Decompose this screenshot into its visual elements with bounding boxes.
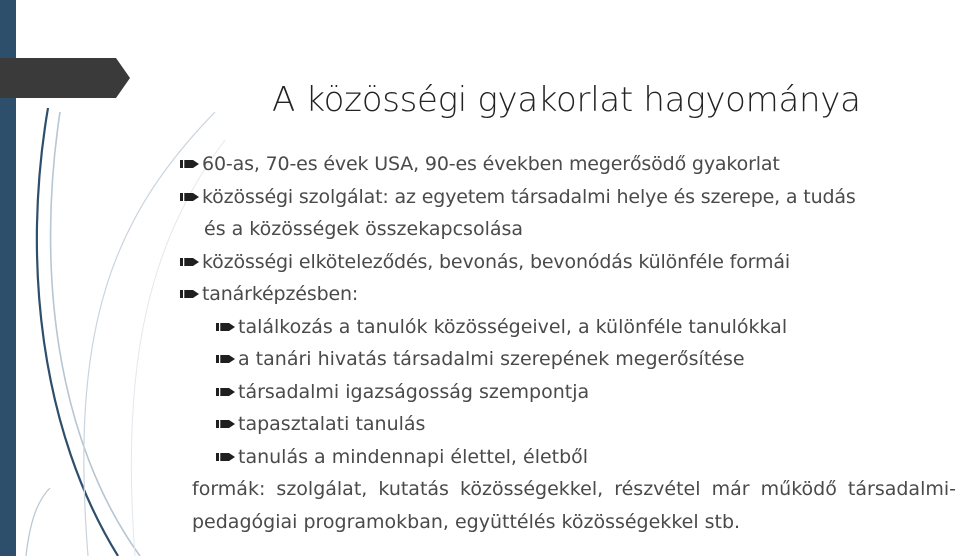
pencil-arrow-icon (216, 441, 238, 474)
slide-title: A közösségi gyakorlat hagyománya (272, 80, 861, 120)
bullet-text: közösségi elköteleződés, bevonás, bevonódás különféle formái (202, 250, 790, 273)
pencil-arrow-icon (216, 311, 238, 344)
pencil-arrow-icon (180, 246, 202, 279)
pencil-arrow-icon (216, 408, 238, 441)
pencil-arrow-icon (180, 148, 202, 181)
bullet-item (180, 181, 958, 214)
sub-bullet-text: tapasztalati tanulás (238, 413, 426, 435)
sub-bullet-item (180, 376, 958, 409)
sub-bullet-text: találkozás a tanulók közösségeivel, a különféle tanulókkal (238, 315, 788, 338)
pencil-arrow-icon (216, 343, 238, 376)
sub-bullet-item (180, 408, 958, 441)
bullet-list (180, 148, 958, 473)
sub-bullet-text: a tanári hivatás társadalmi szerepének megerősítése (238, 348, 745, 370)
decor-curve-light (51, 112, 140, 556)
bullet-item-continuation (180, 213, 958, 246)
bullet-text: és a közösségek összekapcsolása (204, 218, 524, 240)
sub-bullet-item (180, 311, 958, 344)
bullet-item (180, 278, 958, 311)
bullet-item (180, 148, 958, 181)
bullet-item (180, 246, 958, 279)
sub-bullet-text: tanulás a mindennapi élettel, életből (238, 445, 589, 468)
sub-bullet-item (180, 441, 958, 474)
bullet-text: tanárképzésben: (202, 283, 359, 305)
pencil-arrow-icon (180, 181, 202, 214)
decor-curve-bottom (26, 488, 50, 556)
title-tab-shape (0, 58, 130, 98)
bullet-text: közösségi szolgálat: az egyetem társadalmi helye és szerepe, a tudás (202, 185, 856, 208)
sub-bullet-item (180, 343, 958, 376)
bullet-text: 60-as, 70-es évek USA, 90-es években megerősödő gyakorlat (202, 153, 780, 175)
pencil-arrow-icon (180, 278, 202, 311)
pencil-arrow-icon (216, 376, 238, 409)
sub-bullet-text: társadalmi igazságosság szempontja (238, 380, 590, 403)
closing-paragraph: formák: szolgálat, kutatás közösségekkel, részvétel már működő társadalmi-pedagógiai programokban, együttélés közösségekkel stb. (192, 478, 956, 533)
